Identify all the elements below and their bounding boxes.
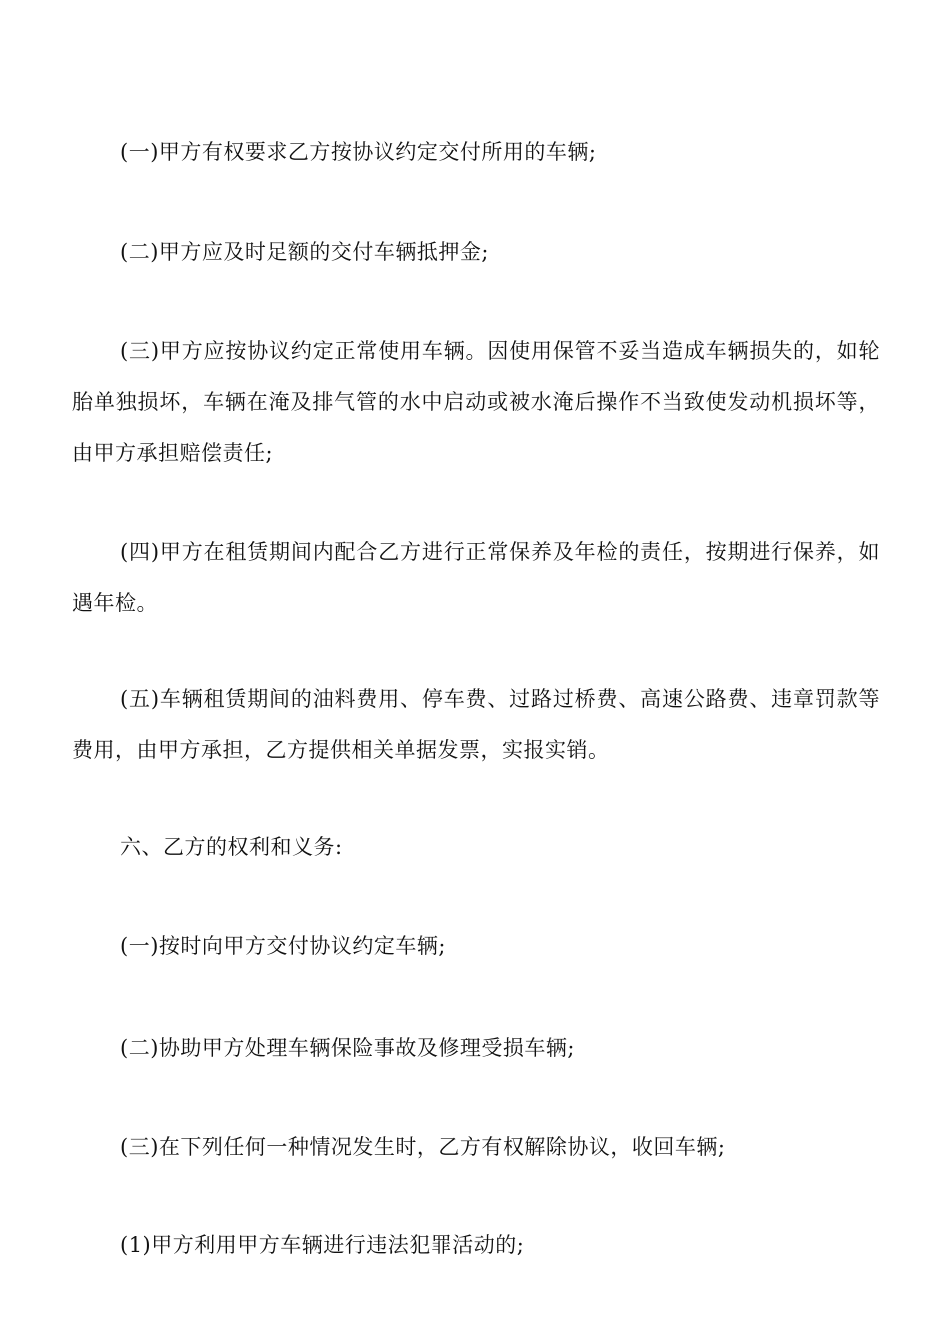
paragraph-4: (四)甲方在租赁期间内配合乙方进行正常保养及年检的责任，按期进行保养，如遇年检。 (72, 540, 880, 615)
paragraph-7: (一)按时向甲方交付协议约定车辆; (120, 934, 446, 958)
section-heading-6: 六、乙方的权利和义务: (120, 835, 343, 859)
paragraph-8: (二)协助甲方处理车辆保险事故及修理受损车辆; (120, 1036, 575, 1060)
paragraph-2: (二)甲方应及时足额的交付车辆抵押金; (120, 240, 489, 264)
paragraph-5: (五)车辆租赁期间的油料费用、停车费、过路过桥费、高速公路费、违章罚款等费用，由甲方承担，乙方提供相关单据发票，实报实销。 (72, 687, 880, 762)
paragraph-10: (1)甲方利用甲方车辆进行违法犯罪活动的; (120, 1233, 525, 1257)
paragraph-9: (三)在下列任何一种情况发生时，乙方有权解除协议，收回车辆; (120, 1135, 726, 1159)
paragraph-3: (三)甲方应按协议约定正常使用车辆。因使用保管不妥当造成车辆损失的，如轮胎单独损坏，车辆在淹及排气管的水中启动或被水淹后操作不当致使发动机损坏等，由甲方承担赔偿责任; (72, 339, 880, 465)
paragraph-1: (一)甲方有权要求乙方按协议约定交付所用的车辆; (120, 140, 597, 164)
